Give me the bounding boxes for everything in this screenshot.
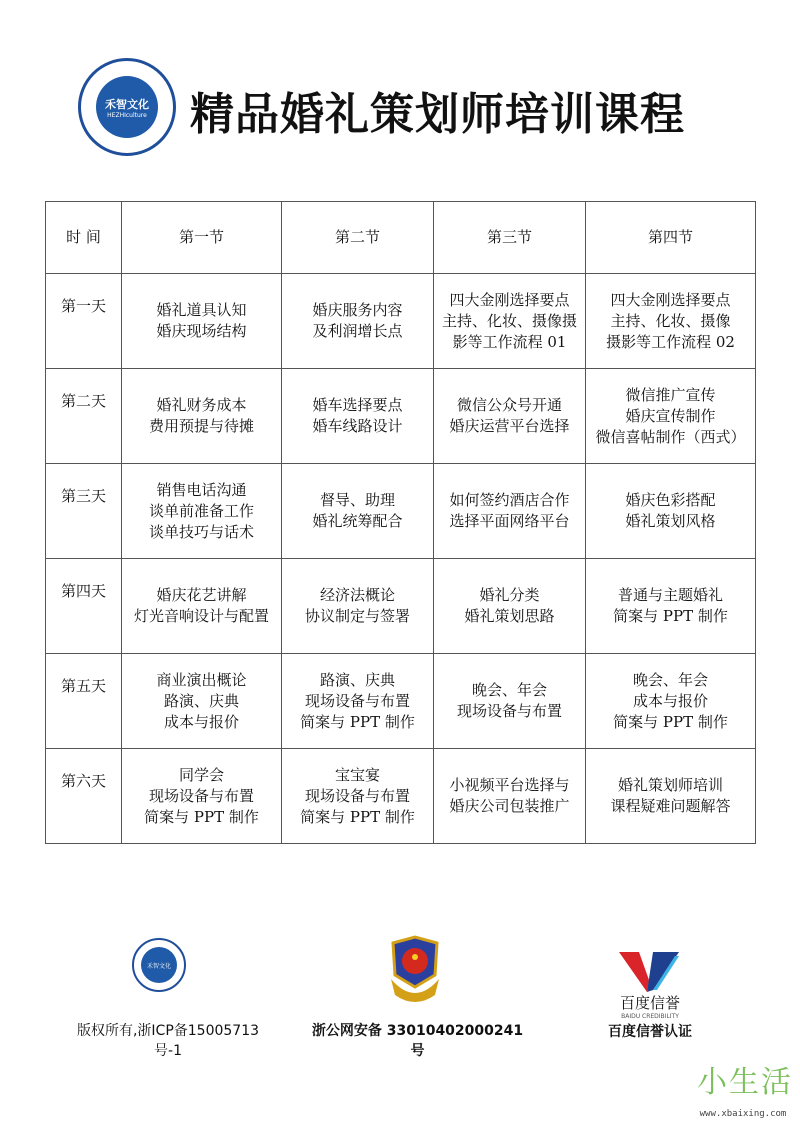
course-cell xyxy=(434,559,586,654)
course-line: 现场设备与布置 xyxy=(304,691,410,710)
course-line: 灯光音响设计与配置 xyxy=(133,607,269,625)
header-section-2: 第二节 xyxy=(282,202,434,274)
watermark-url: www.xbaixing.com xyxy=(699,1109,787,1119)
course-line: 婚车选择要点 xyxy=(312,396,403,414)
course-line: 主持、化妆、摄像摄 xyxy=(441,311,577,330)
course-line: 四大金刚选择要点 xyxy=(610,290,731,309)
day-label: 第一天 xyxy=(60,297,106,315)
course-cell xyxy=(122,274,282,369)
day-label: 第二天 xyxy=(60,392,106,410)
course-cell xyxy=(282,274,434,369)
course-line: 婚庆色彩搭配 xyxy=(625,491,716,509)
course-line: 简案与 PPT 制作 xyxy=(613,607,728,625)
course-cell xyxy=(586,274,756,369)
logo-seal xyxy=(78,58,176,156)
course-cell xyxy=(282,654,434,749)
copyright-text: 版权所有,浙ICP备15005713号-1 xyxy=(76,1023,260,1059)
course-line: 普通与主题婚礼 xyxy=(617,586,723,604)
course-line: 协议制定与签署 xyxy=(304,607,410,625)
table-header-row xyxy=(46,202,756,274)
course-line: 选择平面网络平台 xyxy=(449,512,570,530)
course-line: 婚礼策划风格 xyxy=(625,512,716,530)
course-cell xyxy=(586,369,756,464)
course-line: 晚会、年会 xyxy=(471,681,547,699)
course-line: 宝宝宴 xyxy=(334,765,380,784)
course-line: 小视频平台选择与 xyxy=(449,776,570,794)
course-line: 婚礼财务成本 xyxy=(156,396,247,414)
course-cell xyxy=(434,369,586,464)
course-cell xyxy=(434,274,586,369)
logo-name-cn: 禾智文化 xyxy=(105,97,149,111)
course-line: 婚车线路设计 xyxy=(312,417,403,435)
day-cell xyxy=(46,369,122,464)
course-line: 婚庆服务内容 xyxy=(312,301,403,319)
course-line: 谈单前准备工作 xyxy=(148,501,254,520)
course-cell xyxy=(586,654,756,749)
course-line: 婚礼策划思路 xyxy=(464,607,555,625)
header-time: 时 间 xyxy=(46,202,122,274)
baidu-logo-en: BAIDU CREDIBILITY xyxy=(621,1013,679,1020)
course-cell xyxy=(282,749,434,844)
course-line: 商业演出概论 xyxy=(156,670,247,689)
course-line: 课程疑难问题解答 xyxy=(610,797,731,815)
footer-logo-name: 禾智文化 xyxy=(146,962,171,970)
page-title: 精品婚礼策划师培训课程 xyxy=(190,89,685,140)
course-cell xyxy=(122,464,282,559)
day-label: 第三天 xyxy=(60,487,106,505)
course-line: 简案与 PPT 制作 xyxy=(144,807,259,826)
course-cell xyxy=(586,559,756,654)
course-line: 现场设备与布置 xyxy=(456,702,562,720)
table-row xyxy=(46,749,756,844)
day-cell xyxy=(46,654,122,749)
course-line: 费用预提与待摊 xyxy=(148,417,254,435)
course-line: 督导、助理 xyxy=(319,491,395,509)
table-row xyxy=(46,274,756,369)
day-label: 第六天 xyxy=(60,772,106,790)
watermark: 小生活 xyxy=(697,1065,793,1100)
course-line: 婚庆现场结构 xyxy=(156,322,247,340)
header-section-1: 第一节 xyxy=(122,202,282,274)
day-cell xyxy=(46,749,122,844)
course-line: 现场设备与布置 xyxy=(304,786,410,805)
course-line: 婚礼道具认知 xyxy=(156,301,247,319)
course-line: 谈单技巧与话术 xyxy=(148,522,254,541)
course-line: 影等工作流程 01 xyxy=(452,332,567,351)
table-row xyxy=(46,559,756,654)
day-label: 第四天 xyxy=(60,582,106,600)
course-line: 晚会、年会 xyxy=(632,670,708,689)
course-line: 婚礼统筹配合 xyxy=(312,512,403,530)
course-cell xyxy=(586,749,756,844)
course-line: 婚庆运营平台选择 xyxy=(449,417,570,435)
police-record-text: 浙公网安备 33010402000241号 xyxy=(311,1023,524,1059)
course-line: 简案与 PPT 制作 xyxy=(613,712,728,731)
course-line: 路演、庆典 xyxy=(163,691,239,710)
course-cell xyxy=(122,369,282,464)
course-line: 婚礼分类 xyxy=(479,586,540,604)
course-line: 销售电话沟通 xyxy=(156,480,247,499)
day-cell xyxy=(46,464,122,559)
table-row xyxy=(46,654,756,749)
day-cell xyxy=(46,274,122,369)
day-cell xyxy=(46,559,122,654)
course-line: 主持、化妆、摄像 xyxy=(610,311,731,330)
course-cell xyxy=(122,559,282,654)
course-line: 成本与报价 xyxy=(163,712,239,731)
police-emblem-icon xyxy=(385,935,445,1007)
course-line: 简案与 PPT 制作 xyxy=(300,807,415,826)
course-line: 现场设备与布置 xyxy=(148,786,254,805)
schedule-table xyxy=(45,201,756,844)
course-cell xyxy=(434,749,586,844)
course-cell xyxy=(282,369,434,464)
baidu-credibility-logo-icon xyxy=(617,950,681,994)
course-line: 路演、庆典 xyxy=(319,670,395,689)
course-cell xyxy=(586,464,756,559)
course-line: 婚庆宣传制作 xyxy=(625,406,716,425)
course-line: 四大金刚选择要点 xyxy=(449,290,570,309)
course-line: 如何签约酒店合作 xyxy=(449,491,570,509)
course-line: 摄影等工作流程 02 xyxy=(606,332,735,351)
course-line: 微信喜帖制作（西式） xyxy=(595,427,746,446)
course-cell xyxy=(434,464,586,559)
course-line: 微信推广宣传 xyxy=(625,385,716,404)
course-line: 简案与 PPT 制作 xyxy=(300,712,415,731)
baidu-credibility-text: 百度信誉认证 xyxy=(608,1024,692,1040)
course-cell xyxy=(282,559,434,654)
table-row xyxy=(46,464,756,559)
course-cell xyxy=(282,464,434,559)
course-line: 及利润增长点 xyxy=(312,322,403,340)
course-line: 婚礼策划师培训 xyxy=(617,776,723,794)
course-line: 婚庆公司包装推广 xyxy=(449,797,570,815)
course-cell xyxy=(122,654,282,749)
header-section-4: 第四节 xyxy=(586,202,756,274)
day-label: 第五天 xyxy=(60,677,106,695)
course-line: 同学会 xyxy=(178,765,224,784)
table-row xyxy=(46,369,756,464)
logo-name-en: HEZHIculture xyxy=(107,111,147,119)
baidu-logo-cn: 百度信誉 xyxy=(619,994,680,1012)
course-line: 微信公众号开通 xyxy=(456,396,562,414)
course-line: 成本与报价 xyxy=(632,691,708,710)
course-cell xyxy=(122,749,282,844)
header-section-3: 第三节 xyxy=(434,202,586,274)
course-line: 经济法概论 xyxy=(319,586,395,604)
footer-logo-seal xyxy=(132,938,186,992)
course-cell xyxy=(434,654,586,749)
course-line: 婚庆花艺讲解 xyxy=(156,586,247,604)
